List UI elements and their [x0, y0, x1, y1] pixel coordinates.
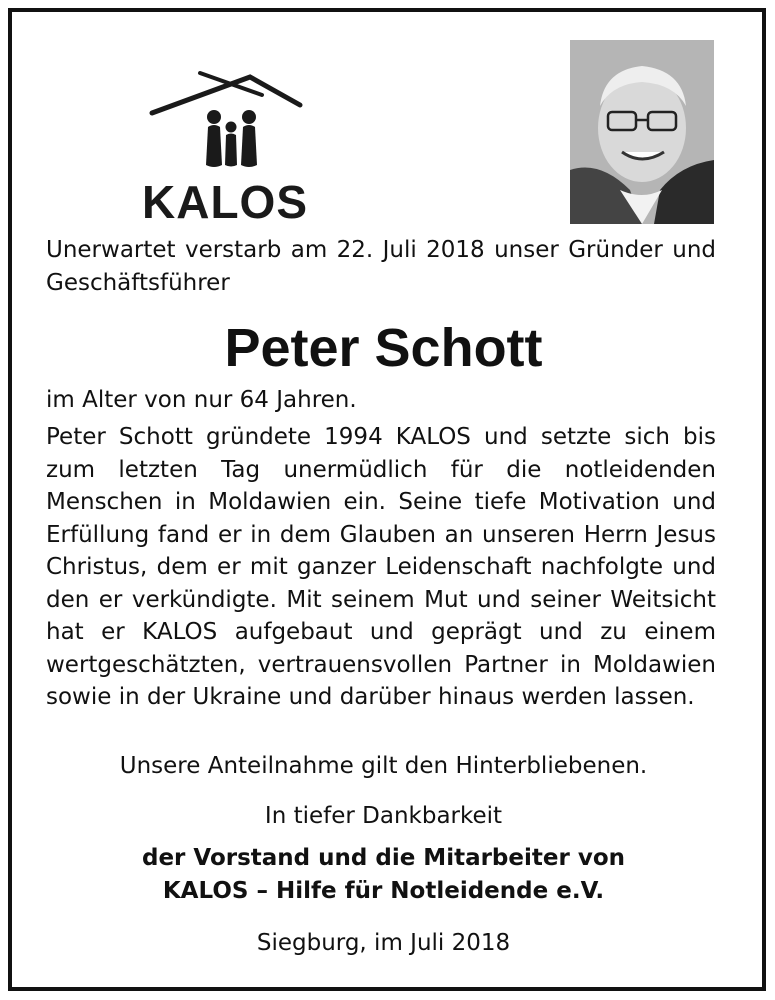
logo-wordmark: KALOS	[142, 176, 308, 228]
kalos-roof-figures-icon	[130, 55, 320, 175]
portrait-man-glasses-icon	[570, 40, 714, 224]
gratitude-text: In tiefer Dankbarkeit	[264, 803, 503, 829]
signers-block	[0, 842, 767, 908]
intro-text: Unerwartet verstarb am 22. Juli 2018 unser Gründer und Geschäftsführer	[46, 237, 716, 296]
place-date: Siegburg, im Juli 2018	[256, 930, 511, 956]
signers-line-2: KALOS – Hilfe für Notleidende e.V.	[162, 878, 605, 904]
portrait-photo	[570, 40, 714, 224]
signers-line-1: der Vorstand und die Mitarbeiter von	[141, 845, 625, 871]
tribute-paragraph: Peter Schott gründete 1994 KALOS und setzte sich bis zum letzten Tag unermüdlich für die notleidenden Menschen in Moldawien ein. Seine tiefe Motivation und Erfüllung fand er in dem Glauben an unseren Herrn Jesus Christus, dem er mit ganzer Leidenschaft nachfolgte und den er verkündigte. Mit seinem Mut und seiner Weitsicht hat er KALOS aufgebaut und geprägt und zu einem wertgeschätzten, vertrauensvollen Partner in Moldawien sowie in der Ukraine und darüber hinaus werden lassen.	[46, 424, 716, 710]
age-text: im Alter von nur 64 Jahren.	[46, 387, 357, 413]
condolence-text: Unsere Anteilnahme gilt den Hinterbliebenen.	[119, 753, 648, 779]
kalos-logo	[130, 55, 320, 230]
deceased-name: Peter Schott	[224, 318, 543, 378]
